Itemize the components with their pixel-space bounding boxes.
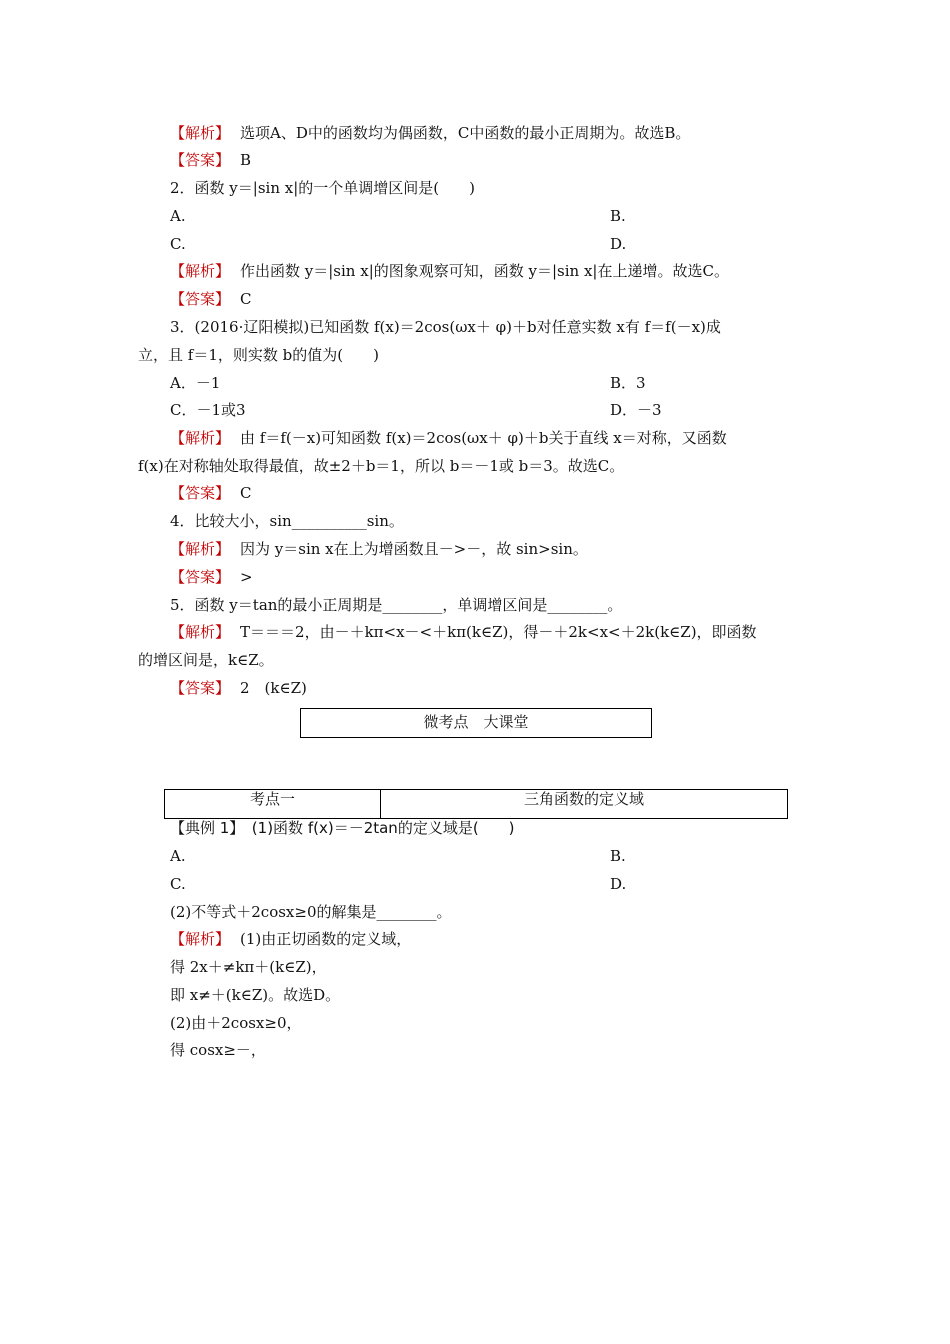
answer-tag: 【答案】 [170,151,231,169]
answer-line-4 [170,567,253,587]
option-text: C．－1或3 [170,401,246,419]
example-1 [170,818,515,838]
solution-text: 得 cosx≥－， [170,1041,266,1059]
analysis-tag: 【解析】 [170,540,231,558]
analysis-text: 作出函数 y＝|sin x|的图象观察可知，函数 y＝|sin x|在上递增。故选C。 [240,262,729,280]
option-text: A. [170,207,186,225]
option-b [610,373,646,393]
option-c [170,400,246,420]
answer-tag: 【答案】 [170,484,231,502]
topic-title: 三角函数的定义域 [523,790,644,808]
analysis-text: (1)由正切函数的定义域， [240,930,412,948]
option-a [170,846,186,866]
answer-line-5 [170,678,307,698]
solution-text: (2)由＋2cosx≥0， [170,1014,302,1032]
option-c [170,234,186,254]
option-text: C. [170,235,186,253]
question-text: 2．函数 y＝|sin x|的一个单调增区间是( ) [170,179,475,197]
answer-line-2 [170,289,252,309]
option-b [610,846,626,866]
example-part-2 [170,902,452,922]
answer-tag: 【答案】 [170,679,231,697]
analysis-text: 因为 y＝sin x在上为增函数且－>－，故 sin>sin。 [240,540,588,558]
example-text: 【典例 1】 (1)函数 f(x)＝－2tan的定义域是( ) [170,819,515,837]
answer-text: > [240,568,253,586]
question-text: 立，且 f＝1，则实数 b的值为( ) [138,346,379,364]
answer-line-1 [170,150,251,170]
option-a [170,206,186,226]
question-4 [170,511,404,531]
section-title: 微考点 大课堂 [423,713,529,731]
solution-line-1 [170,957,327,977]
answer-tag: 【答案】 [170,568,231,586]
analysis-line-6 [170,929,411,949]
topic-title-cell [381,790,787,818]
solution-line-4 [170,1040,266,1060]
option-d [610,400,662,420]
option-text: D．－3 [610,401,662,419]
question-5 [170,595,622,615]
analysis-line-4 [170,539,588,559]
answer-text: C [240,484,252,502]
analysis-text: 由 f＝f(－x)可知函数 f(x)＝2cos(ωx＋ φ)＋b关于直线 x＝对称，又函数 [240,429,727,447]
option-d [610,874,626,894]
analysis-text: 的增区间是，k∈Z。 [138,651,274,669]
analysis-tag: 【解析】 [170,262,231,280]
option-text: D. [610,875,627,893]
analysis-text: 选项A、D中的函数均为偶函数，C中函数的最小正周期为。故选B。 [240,124,691,142]
section-title-box [300,708,652,738]
question-text: 4．比较大小，sin__________sin。 [170,512,404,530]
example-text: (2)不等式＋2cosx≥0的解集是________。 [170,903,452,921]
answer-text: B [240,151,252,169]
solution-line-3 [170,1013,302,1033]
question-text: 5．函数 y＝tan的最小正周期是________，单调增区间是________。 [170,596,623,614]
answer-text: 2 (k∈Z) [240,679,307,697]
option-text: B. [610,847,626,865]
option-text: C. [170,875,186,893]
analysis-line-2 [170,261,729,281]
solution-line-2 [170,985,340,1005]
question-2 [170,178,475,198]
analysis-line-1 [170,123,690,143]
question-3-cont [138,345,379,365]
analysis-tag: 【解析】 [170,930,231,948]
analysis-line-5 [170,622,757,642]
option-text: A. [170,847,186,865]
option-text: A．－1 [170,374,221,392]
option-d [610,234,626,254]
analysis-tag: 【解析】 [170,429,231,447]
question-3 [170,317,721,337]
analysis-tag: 【解析】 [170,623,231,641]
topic-table [164,789,788,819]
option-text: B. [610,207,626,225]
analysis-text: f(x)在对称轴处取得最值，故±2＋b＝1，所以 b＝－1或 b＝3。故选C。 [138,457,625,475]
option-text: D. [610,235,627,253]
analysis-line-3-cont [138,456,624,476]
answer-text: C [240,290,252,308]
solution-text: 得 2x＋≠kπ＋(k∈Z)， [170,958,327,976]
answer-line-3 [170,483,252,503]
topic-number: 考点一 [249,790,295,808]
question-text: 3．(2016·辽阳模拟)已知函数 f(x)＝2cos(ωx＋ φ)＋b对任意实数 x有 f＝f(－x)成 [170,318,721,336]
analysis-line-5-cont [138,650,274,670]
topic-number-cell [165,790,381,818]
option-a [170,373,220,393]
option-b [610,206,626,226]
solution-text: 即 x≠＋(k∈Z)。故选D。 [170,986,341,1004]
answer-tag: 【答案】 [170,290,231,308]
option-text: B．3 [610,374,646,392]
option-c [170,874,186,894]
analysis-line-3 [170,428,727,448]
analysis-tag: 【解析】 [170,124,231,142]
analysis-text: T＝＝＝2，由－＋kπ<x－<＋kπ(k∈Z)，得－＋2k<x<＋2k(k∈Z)，即函数 [240,623,757,641]
